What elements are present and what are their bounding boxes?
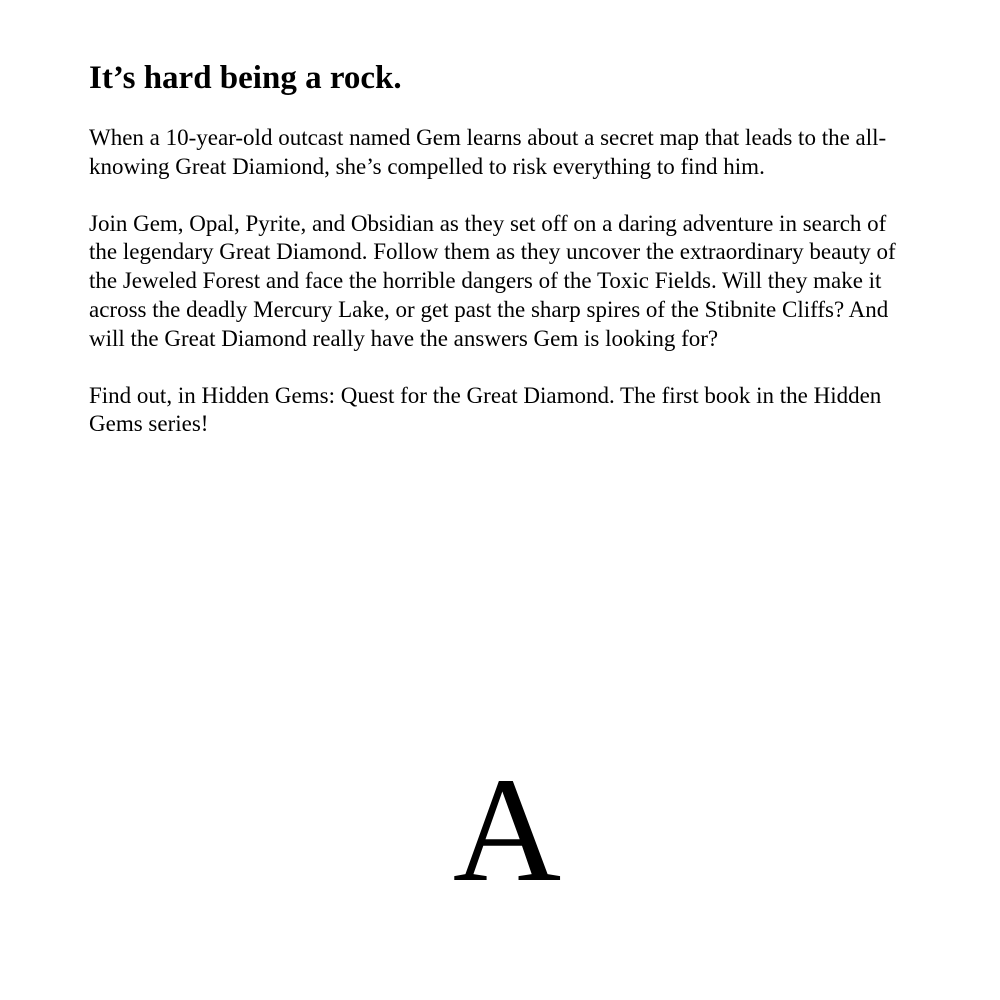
blurb-paragraph-2: Join Gem, Opal, Pyrite, and Obsidian as they set off on a daring adventure in search of the legendary Great Diamond. Follow them as they uncover the extraordinary beauty of the Jeweled Forest and face the horrible dangers of the Toxic Fields. Will they make it across the deadly Mercury Lake, or get past the sharp spires of the Stibnite Cliffs? And will the Great Diamond really have the answers Gem is looking for?	[89, 210, 896, 351]
book-blurb	[89, 58, 909, 467]
blurb-paragraph-3: Find out, in Hidden Gems: Quest for the Great Diamond. The first book in the Hidden Gems series!	[89, 382, 882, 437]
publisher-logo-letter: A	[452, 747, 562, 913]
headline: It’s hard being a rock.	[89, 60, 402, 96]
blurb-paragraph-1: When a 10-year-old outcast named Gem learns about a secret map that leads to the all-knowing Great Diamiond, she’s compelled to risk everything to find him.	[89, 125, 887, 179]
